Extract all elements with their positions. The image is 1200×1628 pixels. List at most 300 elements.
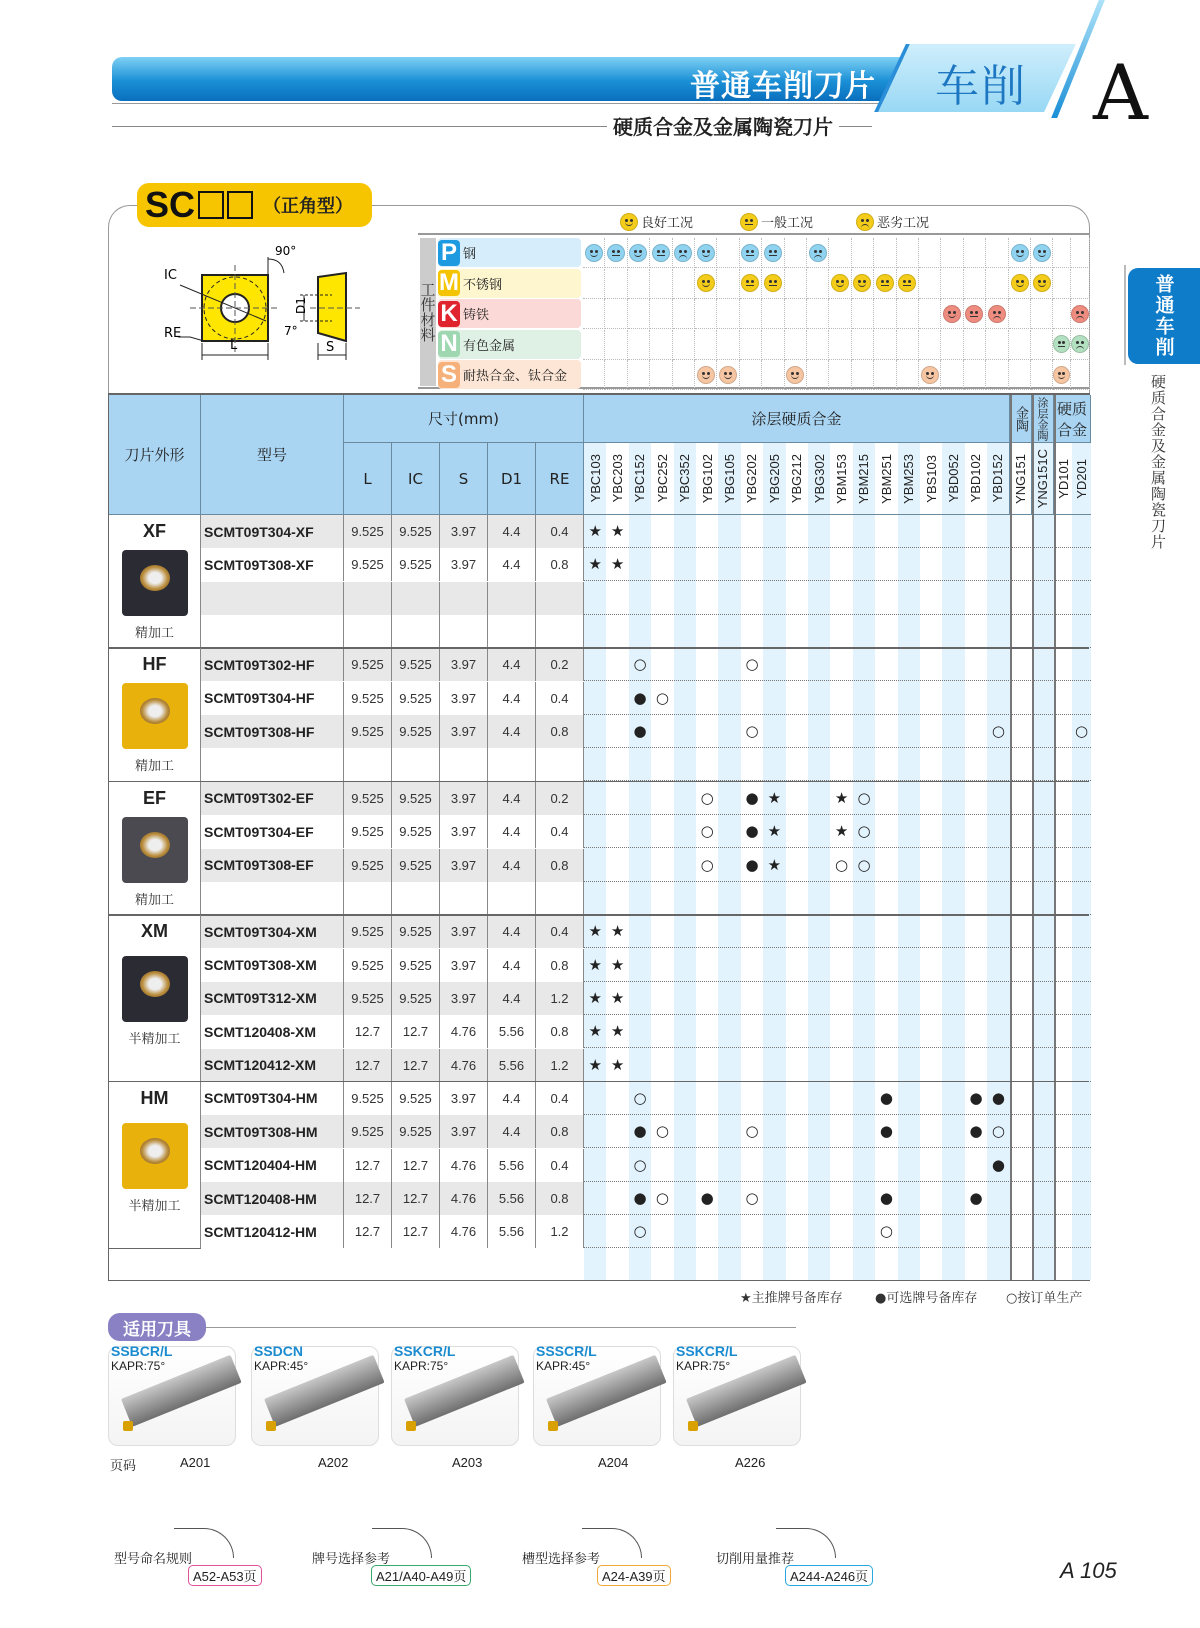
grade-label: YBC252: [654, 454, 670, 503]
dim-ic-cell: 9.525: [392, 648, 440, 681]
dim-l-cell: 9.525: [344, 515, 392, 548]
material-letter-k-icon: K: [438, 301, 460, 327]
table-row: [201, 615, 1091, 648]
condition-cell: [897, 330, 919, 360]
good-condition-face-icon: [1053, 366, 1070, 384]
model-cell[interactable]: [201, 748, 344, 781]
table-row: [201, 648, 1091, 681]
page-subtitle: 硬质合金及金属陶瓷刀片: [607, 111, 839, 140]
normal-condition-face-icon: [898, 274, 916, 292]
header-dim-re: [536, 443, 584, 515]
star-icon: ★: [610, 955, 625, 974]
dim-l-cell: [344, 582, 392, 615]
condition-cell: [762, 330, 784, 360]
dim-re-cell: 0.8: [536, 949, 584, 982]
dim-re-cell: [536, 615, 584, 648]
header-dimensions-label: 尺寸(mm): [428, 410, 499, 428]
header-dimensions: [344, 395, 584, 443]
dim-re-cell: 0.4: [536, 915, 584, 948]
model-cell[interactable]: SCMT09T308-HF: [201, 715, 344, 748]
condition-cell: [986, 360, 1008, 390]
condition-cell: [829, 269, 851, 299]
circle-icon: ○: [1074, 722, 1089, 741]
table-row: [201, 1215, 1091, 1248]
model-cell[interactable]: SCMT09T304-HF: [201, 682, 344, 715]
model-cell[interactable]: SCMT09T304-XM: [201, 915, 344, 948]
star-icon: ★: [588, 1022, 602, 1041]
page-number: A 105: [1060, 1558, 1117, 1583]
dim-d1-cell: 4.4: [488, 982, 536, 1015]
dim-l-cell: [344, 615, 392, 648]
condition-cell: [785, 238, 807, 268]
header-grade: [853, 443, 875, 515]
condition-cell: [695, 238, 717, 268]
grade-table: [108, 393, 1090, 1281]
table-row: [201, 882, 1091, 915]
tool-page-link[interactable]: A203: [452, 1455, 483, 1470]
condition-legend-item: [620, 212, 693, 231]
tool-card[interactable]: [251, 1343, 379, 1446]
header-grade: [1010, 443, 1032, 515]
reference-page-link[interactable]: A52-A53页: [188, 1565, 262, 1586]
dim-l-cell: 9.525: [344, 682, 392, 715]
svg-text:RE: RE: [164, 326, 182, 341]
condition-cell: [673, 360, 695, 390]
condition-cell: [1009, 360, 1031, 390]
condition-cell: [986, 238, 1008, 268]
condition-cell: [785, 330, 807, 360]
svg-text:IC: IC: [164, 268, 177, 283]
circle-icon: ○: [745, 1122, 759, 1141]
condition-cell: [874, 299, 896, 329]
product-type: （正角型）: [263, 196, 354, 217]
good-condition-face-icon: [1033, 274, 1051, 292]
dim-s-cell: 4.76: [440, 1049, 488, 1082]
normal-condition-face-icon: [740, 213, 758, 231]
dim-re-cell: 0.2: [536, 648, 584, 681]
condition-cell: [740, 330, 762, 360]
grade-label: YBG102: [699, 453, 715, 504]
condition-cell: [941, 238, 963, 268]
tool-page-link[interactable]: A201: [180, 1455, 211, 1470]
good-condition-face-icon: [853, 274, 871, 292]
normal-condition-face-icon: [764, 244, 782, 262]
condition-cell: [852, 360, 874, 390]
dim-l-cell: 9.525: [344, 782, 392, 815]
dim-re-cell: 0.8: [536, 849, 584, 882]
circle-icon: ○: [655, 1122, 669, 1141]
header-dim-s-label: S: [458, 469, 469, 488]
model-cell[interactable]: SCMT09T312-XM: [201, 982, 344, 1015]
condition-cell: [874, 330, 896, 360]
bad-condition-face-icon: [809, 244, 827, 262]
dim-re-cell: 0.8: [536, 1182, 584, 1215]
condition-cell: [762, 238, 784, 268]
grade-label: YBD102: [968, 454, 984, 503]
dim-ic-cell: [392, 882, 440, 915]
dim-s-cell: 4.76: [440, 1149, 488, 1182]
dim-re-cell: 1.2: [536, 982, 584, 1015]
header-model: [201, 395, 344, 515]
dim-ic-cell: 12.7: [392, 1215, 440, 1248]
dim-re-cell: [536, 748, 584, 781]
product-prefix: SC: [145, 184, 196, 225]
dim-s-cell: 3.97: [440, 715, 488, 748]
normal-condition-face-icon: [764, 274, 782, 292]
dim-d1-cell: 5.56: [488, 1182, 536, 1215]
tool-page-link[interactable]: A202: [318, 1455, 349, 1470]
material-row-k: [438, 299, 581, 328]
condition-cell: [941, 299, 963, 329]
condition-cell: [807, 360, 829, 390]
header-dim-ic-label: IC: [408, 469, 423, 488]
condition-cell: [785, 269, 807, 299]
header-grade: [718, 443, 740, 515]
svg-text:S: S: [326, 340, 335, 355]
condition-cell: [762, 360, 784, 390]
grade-label: YNG151C: [1035, 448, 1050, 509]
tool-kapr: KAPR:75°: [676, 1359, 731, 1373]
process-type: 半精加工: [128, 1032, 181, 1048]
circle-icon: ○: [633, 1155, 647, 1174]
dim-ic-cell: 9.525: [392, 782, 440, 815]
dim-d1-cell: [488, 582, 536, 615]
condition-legend-label: 一般工况: [761, 216, 814, 231]
condition-cell: [1009, 238, 1031, 268]
condition-cell: [650, 360, 672, 390]
star-icon: ★: [588, 555, 602, 574]
dim-l-cell: 9.525: [344, 982, 392, 1015]
svg-text:90°: 90°: [275, 245, 297, 258]
material-name: 钢: [463, 247, 477, 262]
header-shape: [109, 395, 201, 515]
condition-cell: [964, 360, 986, 390]
product-badge: [137, 183, 372, 227]
condition-cell: [941, 360, 963, 390]
insert-tip-icon: [688, 1421, 698, 1431]
bad-condition-face-icon: [988, 305, 1006, 323]
condition-cell: [583, 299, 605, 329]
good-condition-face-icon: [921, 366, 939, 384]
header-grade: [875, 443, 897, 515]
dim-s-cell: 4.76: [440, 1215, 488, 1248]
tool-page-link[interactable]: A226: [735, 1455, 766, 1470]
condition-cell: [919, 330, 941, 360]
model-cell[interactable]: [201, 582, 344, 615]
dim-re-cell: [536, 582, 584, 615]
condition-cell: [650, 330, 672, 360]
condition-cell: [852, 269, 874, 299]
header-dim-d1-label: D1: [500, 469, 523, 488]
header-grade: [763, 443, 785, 515]
condition-cell: [717, 330, 739, 360]
condition-cell: [852, 238, 874, 268]
tool-name: SSBCR/L: [111, 1343, 173, 1359]
model-cell[interactable]: SCMT09T304-XF: [201, 515, 344, 548]
condition-cell: [717, 269, 739, 299]
circle-icon: ○: [700, 822, 714, 841]
circle-icon: ○: [991, 1122, 1005, 1141]
material-name: 有色金属: [463, 338, 516, 354]
tool-card[interactable]: [108, 1343, 236, 1446]
reference-label: 型号命名规则: [114, 1552, 193, 1567]
condition-cell: [1031, 330, 1053, 360]
header-coated-cermet-label: 涂层金陶: [1036, 396, 1049, 441]
normal-condition-face-icon: [741, 274, 759, 292]
condition-cell: [897, 269, 919, 299]
condition-legend-label: 恶劣工况: [877, 216, 930, 231]
table-row: [201, 548, 1091, 581]
svg-text:L: L: [230, 338, 238, 353]
material-row-m: [438, 269, 581, 298]
dim-l-cell: 9.525: [344, 949, 392, 982]
table-row: [201, 1082, 1091, 1115]
condition-cell: [605, 299, 627, 329]
condition-cell: [785, 299, 807, 329]
grade-label: YBD152: [990, 454, 1006, 503]
circle-icon: ○: [745, 722, 759, 741]
condition-legend-item: [740, 212, 813, 231]
good-condition-face-icon: [697, 244, 715, 262]
dim-s-cell: 3.97: [440, 548, 488, 581]
reference-label: 牌号选择参考: [312, 1552, 391, 1567]
tool-card[interactable]: [533, 1343, 661, 1446]
condition-cell: [1071, 360, 1090, 390]
process-type: 精加工: [134, 759, 174, 775]
dim-d1-cell: 5.56: [488, 1049, 536, 1082]
header-grade: [674, 443, 696, 515]
model-cell[interactable]: SCMT09T308-HM: [201, 1115, 344, 1148]
condition-cell: [650, 269, 672, 299]
condition-cell: [941, 269, 963, 299]
grade-label: YBG302: [811, 453, 827, 504]
star-icon: ★: [610, 922, 625, 941]
condition-cell: [807, 269, 829, 299]
star-icon: ★: [610, 1055, 625, 1074]
grade-label: YBC103: [587, 454, 603, 503]
model-cell[interactable]: SCMT120408-HM: [201, 1182, 344, 1215]
dim-ic-cell: 9.525: [392, 949, 440, 982]
condition-cell: [919, 360, 941, 390]
header-grade: [898, 443, 920, 515]
condition-cell: [829, 360, 851, 390]
condition-cell: [740, 360, 762, 390]
bad-condition-face-icon: [856, 213, 874, 231]
condition-cell: [740, 299, 762, 329]
model-cell[interactable]: SCMT09T302-HF: [201, 648, 344, 681]
model-cell[interactable]: SCMT120404-HM: [201, 1149, 344, 1182]
side-tab[interactable]: 普通车削: [1128, 268, 1200, 364]
dim-re-cell: 0.4: [536, 1149, 584, 1182]
header-dim-d1: [488, 443, 536, 515]
condition-cell: [1071, 269, 1090, 299]
insert-photo-icon: [122, 1123, 188, 1189]
dim-l-cell: [344, 748, 392, 781]
header-grade: [786, 443, 808, 515]
condition-cell: [986, 269, 1008, 299]
condition-cell: [941, 330, 963, 360]
dim-l-cell: 12.7: [344, 1215, 392, 1248]
insert-tip-icon: [548, 1421, 558, 1431]
tool-card[interactable]: [673, 1343, 801, 1446]
section-title: 车削: [935, 61, 1027, 112]
good-condition-face-icon: [943, 305, 961, 323]
dot-icon: ●: [633, 688, 647, 707]
condition-cell: [785, 360, 807, 390]
model-cell[interactable]: [201, 882, 344, 915]
good-condition-face-icon: [1011, 274, 1029, 292]
dim-re-cell: 0.4: [536, 682, 584, 715]
header-shape-label: 刀片外形: [124, 446, 185, 464]
dim-l-cell: 12.7: [344, 1015, 392, 1048]
side-tab-bar: [1124, 265, 1126, 365]
grade-label: YBM251: [878, 453, 894, 504]
grade-label: YBC203: [610, 454, 626, 503]
condition-legend-item: [856, 212, 929, 231]
header-grade: [830, 443, 852, 515]
model-cell[interactable]: SCMT09T302-EF: [201, 782, 344, 815]
tool-card[interactable]: [391, 1343, 519, 1446]
condition-cell: [1053, 269, 1071, 299]
bad-condition-face-icon: [674, 244, 692, 262]
condition-cell: [740, 269, 762, 299]
dot-icon: ●: [991, 1088, 1005, 1107]
condition-cell: [1071, 299, 1090, 329]
dim-d1-cell: 4.4: [488, 949, 536, 982]
model-cell[interactable]: SCMT09T304-HM: [201, 1082, 344, 1115]
table-row: [201, 949, 1091, 982]
circle-icon: ○: [857, 822, 871, 841]
table-row: [201, 1182, 1091, 1215]
model-cell[interactable]: SCMT09T308-EF: [201, 849, 344, 882]
condition-cell: [1071, 330, 1090, 360]
condition-cell: [628, 238, 650, 268]
condition-cell: [695, 269, 717, 299]
dim-s-cell: 3.97: [440, 982, 488, 1015]
reference-page-link[interactable]: A21/A40-A49页: [371, 1565, 471, 1586]
process-type: 精加工: [134, 892, 174, 908]
model-cell[interactable]: [201, 615, 344, 648]
dim-re-cell: 0.4: [536, 815, 584, 848]
normal-condition-face-icon: [965, 305, 983, 323]
grade-label: YBC352: [677, 454, 693, 503]
table-row: [201, 915, 1091, 948]
insert-tip-icon: [266, 1421, 276, 1431]
dim-s-cell: [440, 882, 488, 915]
condition-cell: [673, 299, 695, 329]
circle-icon: ○: [700, 788, 714, 807]
condition-cell: [740, 238, 762, 268]
dim-ic-cell: 12.7: [392, 1049, 440, 1082]
header-coated-carbide-label: 涂层硬质合金: [751, 410, 842, 428]
condition-cell: [605, 330, 627, 360]
condition-cell: [650, 299, 672, 329]
dim-l-cell: 9.525: [344, 1082, 392, 1115]
dim-ic-cell: [392, 582, 440, 615]
chipbreaker-code: HM: [140, 1087, 169, 1108]
header-dim-l-label: L: [363, 469, 372, 488]
condition-cell: [717, 360, 739, 390]
condition-legend-label: 良好工况: [641, 216, 694, 231]
grade-label: YBS103: [923, 454, 939, 503]
condition-cell: [897, 238, 919, 268]
dot-icon: ●: [991, 1155, 1005, 1174]
circle-icon: ○: [655, 1189, 669, 1207]
star-icon: ★: [610, 522, 625, 540]
good-condition-face-icon: [697, 366, 715, 384]
model-cell[interactable]: SCMT120412-HM: [201, 1215, 344, 1248]
svg-text:7°: 7°: [284, 324, 298, 338]
good-condition-face-icon: [719, 366, 737, 384]
dim-ic-cell: 12.7: [392, 1015, 440, 1048]
header-dim-l: [344, 443, 392, 515]
grade-label: YBM215: [856, 453, 872, 504]
grade-label: YD201: [1074, 458, 1089, 499]
star-icon: ★: [610, 1022, 625, 1041]
dim-s-cell: 3.97: [440, 849, 488, 882]
tool-page-link[interactable]: A204: [598, 1455, 629, 1470]
model-cell[interactable]: SCMT09T304-EF: [201, 815, 344, 848]
dim-d1-cell: [488, 615, 536, 648]
insert-photo-icon: [122, 550, 188, 616]
condition-cell: [605, 360, 627, 390]
dim-ic-cell: 9.525: [392, 915, 440, 948]
circle-icon: ○: [745, 655, 759, 674]
model-cell[interactable]: SCMT120412-XM: [201, 1049, 344, 1082]
chipbreaker-code: XM: [141, 921, 168, 942]
condition-cell: [1053, 360, 1071, 390]
condition-cell: [1009, 330, 1031, 360]
model-cell[interactable]: SCMT09T308-XM: [201, 949, 344, 982]
header-grade: [651, 443, 673, 515]
condition-cell: [695, 299, 717, 329]
dim-ic-cell: 12.7: [392, 1149, 440, 1182]
dim-ic-cell: 9.525: [392, 715, 440, 748]
reference-page-link[interactable]: A244-A246页: [785, 1565, 873, 1586]
condition-cell: [628, 330, 650, 360]
dot-icon: ●: [700, 1189, 714, 1207]
reference-page-link[interactable]: A24-A39页: [597, 1565, 671, 1586]
dim-l-cell: [344, 882, 392, 915]
model-cell[interactable]: SCMT120408-XM: [201, 1015, 344, 1048]
group-separator: [109, 647, 1089, 649]
condition-cell: [605, 238, 627, 268]
insert-tip-icon: [406, 1421, 416, 1431]
dot-icon: ●: [633, 722, 647, 741]
table-row: [201, 815, 1091, 848]
condition-cell: [986, 299, 1008, 329]
model-cell[interactable]: SCMT09T308-XF: [201, 548, 344, 581]
table-row: [201, 748, 1091, 781]
group-separator: [109, 781, 1089, 783]
circle-icon: ○: [633, 1222, 647, 1241]
header-coated-cermet: [1032, 395, 1054, 443]
star-icon: ★: [834, 822, 849, 841]
condition-cell: [807, 330, 829, 360]
table-row: [201, 582, 1091, 615]
condition-cell: [964, 330, 986, 360]
star-icon: ★: [610, 988, 625, 1007]
table-row: [201, 715, 1091, 748]
condition-cell: [964, 238, 986, 268]
circle-icon: ○: [991, 722, 1005, 741]
dim-l-cell: 12.7: [344, 1149, 392, 1182]
dim-d1-cell: 4.4: [488, 815, 536, 848]
star-icon: ★: [767, 788, 782, 807]
grade-label: YNG151: [1013, 453, 1028, 504]
tools-title: 适用刀具: [108, 1313, 206, 1341]
dim-d1-cell: 4.4: [488, 915, 536, 948]
